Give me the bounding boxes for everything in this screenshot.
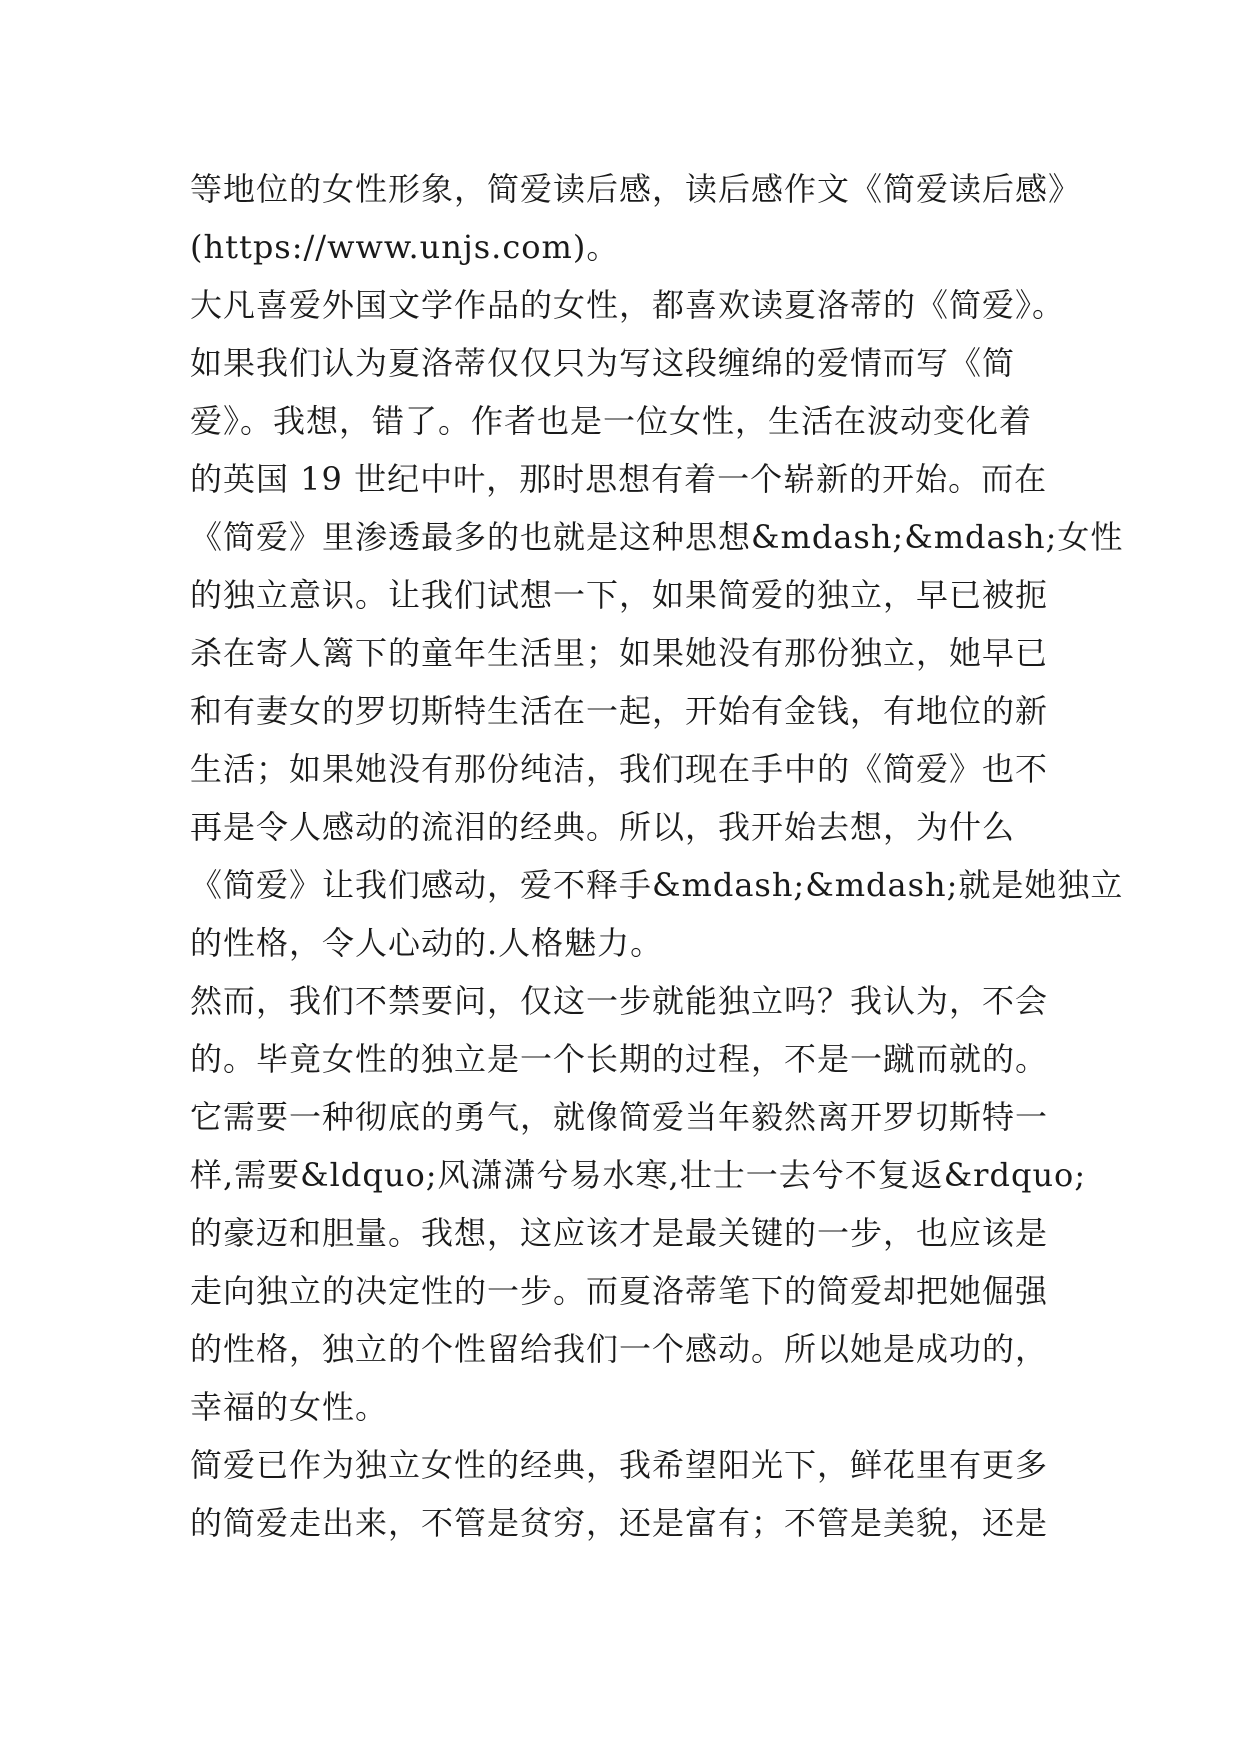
text-line: 的英国 19 世纪中叶，那时思想有着一个崭新的开始。而在 bbox=[190, 460, 1048, 498]
text-line: 《简爱》让我们感动，爱不释手&mdash;&mdash;就是她独立 bbox=[190, 866, 1124, 904]
text-line: 幸福的女性。 bbox=[190, 1388, 389, 1426]
text-line: 的简爱走出来，不管是贫穷，还是富有；不管是美貌，还是 bbox=[190, 1504, 1049, 1542]
text-line: 的性格，独立的个性留给我们一个感动。所以她是成功的， bbox=[190, 1330, 1049, 1368]
text-line: 和有妻女的罗切斯特生活在一起，开始有金钱，有地位的新 bbox=[190, 692, 1049, 730]
text-line: 杀在寄人篱下的童年生活里；如果她没有那份独立，她早已 bbox=[190, 634, 1049, 672]
text-line: 简爱已作为独立女性的经典，我希望阳光下，鲜花里有更多 bbox=[190, 1446, 1049, 1484]
text-line: 如果我们认为夏洛蒂仅仅只为写这段缠绵的爱情而写《简 bbox=[190, 344, 1016, 382]
text-line: 再是令人感动的流泪的经典。所以，我开始去想，为什么 bbox=[190, 808, 1016, 846]
text-line: 的豪迈和胆量。我想，这应该才是最关键的一步，也应该是 bbox=[190, 1214, 1049, 1252]
text-line: 爱》。我想，错了。作者也是一位女性，生活在波动变化着 bbox=[190, 402, 1033, 440]
text-line: 大凡喜爱外国文学作品的女性，都喜欢读夏洛蒂的《简爱》。 bbox=[190, 286, 1066, 324]
text-line: (https://www.unjs.com)。 bbox=[190, 228, 620, 266]
text-line: 生活；如果她没有那份纯洁，我们现在手中的《简爱》也不 bbox=[190, 750, 1049, 788]
document-body bbox=[190, 160, 1124, 1552]
text-line: 然而，我们不禁要问，仅这一步就能独立吗？我认为，不会 bbox=[190, 982, 1049, 1020]
text-line: 《简爱》里渗透最多的也就是这种思想&mdash;&mdash;女性 bbox=[190, 518, 1124, 556]
text-line: 的独立意识。让我们试想一下，如果简爱的独立，早已被扼 bbox=[190, 576, 1049, 614]
text-line: 的。毕竟女性的独立是一个长期的过程，不是一蹴而就的。 bbox=[190, 1040, 1049, 1078]
text-line: 样,需要&ldquo;风潇潇兮易水寒,壮士一去兮不复返&rdquo; bbox=[190, 1156, 1087, 1194]
text-line: 它需要一种彻底的勇气，就像简爱当年毅然离开罗切斯特一 bbox=[190, 1098, 1049, 1136]
text-line: 等地位的女性形象，简爱读后感，读后感作文《简爱读后感》 bbox=[190, 170, 1082, 208]
text-line: 走向独立的决定性的一步。而夏洛蒂笔下的简爱却把她倔强 bbox=[190, 1272, 1049, 1310]
text-line: 的性格，令人心动的.人格魅力。 bbox=[190, 924, 664, 962]
